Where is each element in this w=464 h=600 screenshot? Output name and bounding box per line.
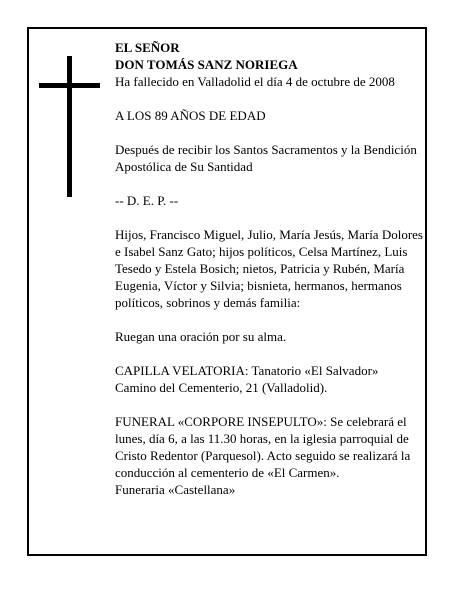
chapel-line-2: Camino del Cementerio, 21 (Valladolid). bbox=[115, 380, 328, 395]
cross-icon-bar bbox=[39, 83, 100, 88]
title-line-1: EL SEÑOR bbox=[115, 40, 180, 55]
funeral-details: FUNERAL «CORPORE INSEPULTO»: Se celebrará el lunes, día 6, a las 11.30 horas, en la iglesia parroquial de Cristo Redentor (Parquesol). Acto seguido se realizará la conducción al cementerio de «El Carmen». bbox=[115, 414, 411, 480]
deceased-name: DON TOMÁS SANZ NORIEGA bbox=[115, 57, 298, 72]
rip-marker: -- D. E. P. -- bbox=[115, 193, 179, 208]
family-list: Hijos, Francisco Miguel, Julio, María Jesús, María Dolores e Isabel Sanz Gato; hijos políticos, Celsa Martínez, Luis Tesedo y Estela Bosich; nietos, Patricia y Rubén, María Eugenia, Víctor y Silvia; bisnieta, hermanos, hermanos políticos, sobrinos y demás familia: bbox=[115, 227, 423, 310]
prayer-request: Ruegan una oración por su alma. bbox=[115, 329, 287, 344]
obituary-card bbox=[27, 27, 427, 556]
chapel-line-1: CAPILLA VELATORIA: Tanatorio «El Salvador» bbox=[115, 363, 379, 378]
sacraments-statement: Después de recibir los Santos Sacramentos y la Bendición Apostólica de Su Santidad bbox=[115, 142, 417, 174]
age-statement: A LOS 89 AÑOS DE EDAD bbox=[115, 108, 266, 123]
death-statement: Ha fallecido en Valladolid el día 4 de octubre de 2008 bbox=[115, 74, 395, 89]
obituary-text bbox=[115, 39, 427, 498]
cross-icon bbox=[67, 56, 72, 197]
funeral-home: Funeraria «Castellana» bbox=[115, 482, 236, 497]
